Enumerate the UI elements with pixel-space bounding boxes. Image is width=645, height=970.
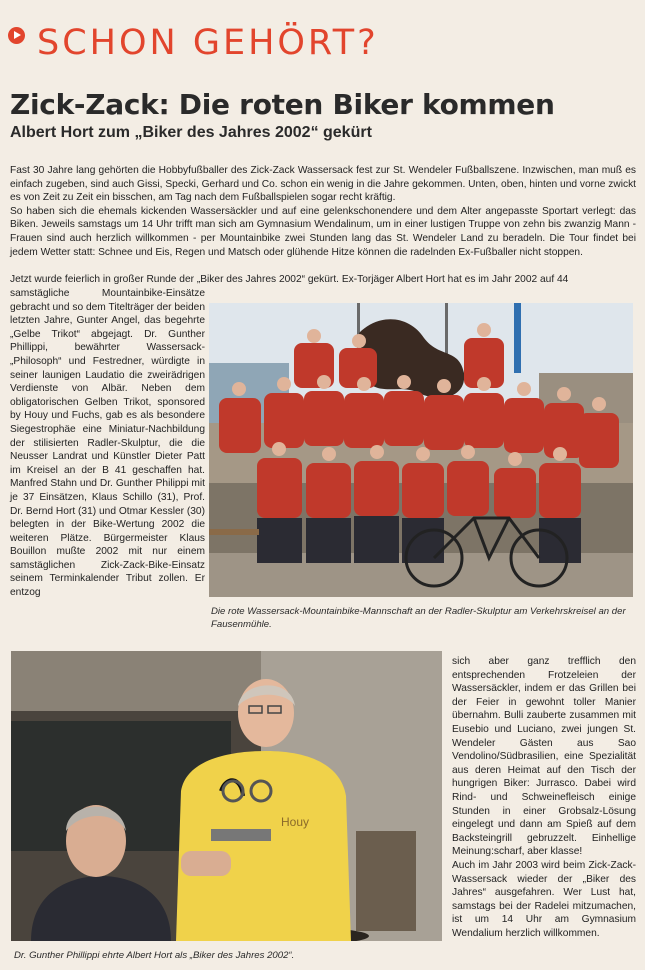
article-subheadline: Albert Hort zum „Biker des Jahres 2002“ gekürt (10, 124, 372, 141)
left-column-paragraph: samstägliche Mountainbike-Einsätze gebracht und so dem Titelträger der beiden letzten Jahre, Gunter Angel, das begehrte „Gelbe Trikot“ abgejagt. Dr. Gunther Phillippi, bewährter Wassersack-„Philosoph“ und Festredner, würdigte in seiner launigen Laudatio die zweirädrigen Verdienste von Albär. Neben dem obligatorischen Gelben Trikot, sponsored by Houy und Fuchs, gab es als besondere Siegestrophäe eine Miniatur-Nachbildung der stilisierten Radler-Skulptur, die die Neusser Landrat und Künstler Dieter Patt im Kreisel an der B 41 geschaffen hat. Manfred Stahn und Dr. Gunther Philippi mit je 37 Einsätzen, Klaus Schillo (31), Prof. Dr. Bernd Hort (31) und Otmar Kessler (30) belegten in der Bike-Wertung 2002 die weiteren Plätze. Bürgermeister Klaus Bouillon mußte 2002 mit nur einem samstäglichen Zick-Zack-Bike-Einsatz seinem Terminkalender Tribut zollen. Er entzog (10, 288, 205, 599)
article-headline: Zick-Zack: Die roten Biker kommen (10, 88, 555, 121)
intro-paragraph: So haben sich die ehemals kickenden Wassersäckler und auf eine gelenkschonendere und dem Alter angepasste Sportart verlegt: das Biken. Jeweils samstags um 14 Uhr trifft man sich am Gymnasium Wendalinum, um in einer lustigen Truppe von zehn bis zwanzig Mann - Frauen sind auch herzlich willkommen - per Mountainbike zwei Stunden lang das St. Wendeler Land zu beradeln. Die Tour findet bei jedem Wetter statt: Schnee und Eis, Regen und Matsch oder glühende Hitze können die radelnden Ex-Fußballer nicht stoppen. (10, 205, 636, 258)
team-photo-illustration (209, 303, 633, 597)
right-column-paragraph: sich aber ganz trefflich den entsprechenden Frotzeleien der Wassersäckler, indem er das Grillen bei der Feier in gewohnt toller Manier übernahm. Bulli zauberte zusammen mit Eusebio und Luciano, zwei jungen St. Wendeler Gästen aus Sao Vendolino/Südbrasilien, eine Spezialität aus deren Heimat auf den Tisch der hungrigen Biker: Jurrasco. Dabei wird Rind- und Schweinefleisch einige Stunden in einer Grobsalz-Lösung eingelegt und dann am Spieß auf dem Backsteingrill gebruzzelt. Einhellige Meinung:scharf, aber klasse! (452, 656, 636, 858)
award-photo-illustration (11, 651, 442, 941)
award-photo-caption: Dr. Gunther Phillippi ehrte Albert Hort als „Biker des Jahres 2002“. (14, 950, 295, 961)
right-column-text (452, 655, 636, 940)
jetzt-line (10, 273, 636, 287)
intro-text (10, 164, 636, 259)
team-photo-caption: Die rote Wassersack-Mountainbike-Mannschaft an der Radler-Skulptur am Verkehrskreisel an der Fausenmühle. (211, 606, 626, 630)
left-column-text (10, 287, 205, 600)
jetzt-paragraph: Jetzt wurde feierlich in großer Runde der „Biker des Jahres 2002“ gekürt. Ex-Torjäger Albert Hort hat es im Jahr 2002 auf 44 (10, 274, 569, 285)
section-banner (8, 18, 379, 68)
intro-paragraph: Fast 30 Jahre lang gehörten die Hobbyfußballer des Zick-Zack Wassersack fest zur St. Wendeler Fußballszene. Inzwischen, man muß es einfach zugeben, sind auch Gissi, Specki, Gerhard und Co. schon ein wenig in die Jahre gekommen. Unten, oben, hinten und vorne zwickt es von Zeit zu Zeit ein bisschen, am Tag nach dem Fußballspielen sogar recht kräftig. (10, 165, 636, 204)
team-photo (209, 303, 633, 597)
play-arrow-icon (8, 27, 25, 44)
right-column-paragraph: Auch im Jahr 2003 wird beim Zick-Zack-Wassersack wieder der „Biker des Jahres“ ausgefahren. Wer Lust hat, samstags bei der Radelei mitzumachen, ist um 14 Uhr am Gymnasium Wendalium herzlich willkommen. (452, 859, 636, 939)
award-photo (11, 651, 442, 941)
shirt-print-text: Houy (281, 815, 310, 829)
section-title: SCHON GEHÖRT? (37, 23, 379, 63)
